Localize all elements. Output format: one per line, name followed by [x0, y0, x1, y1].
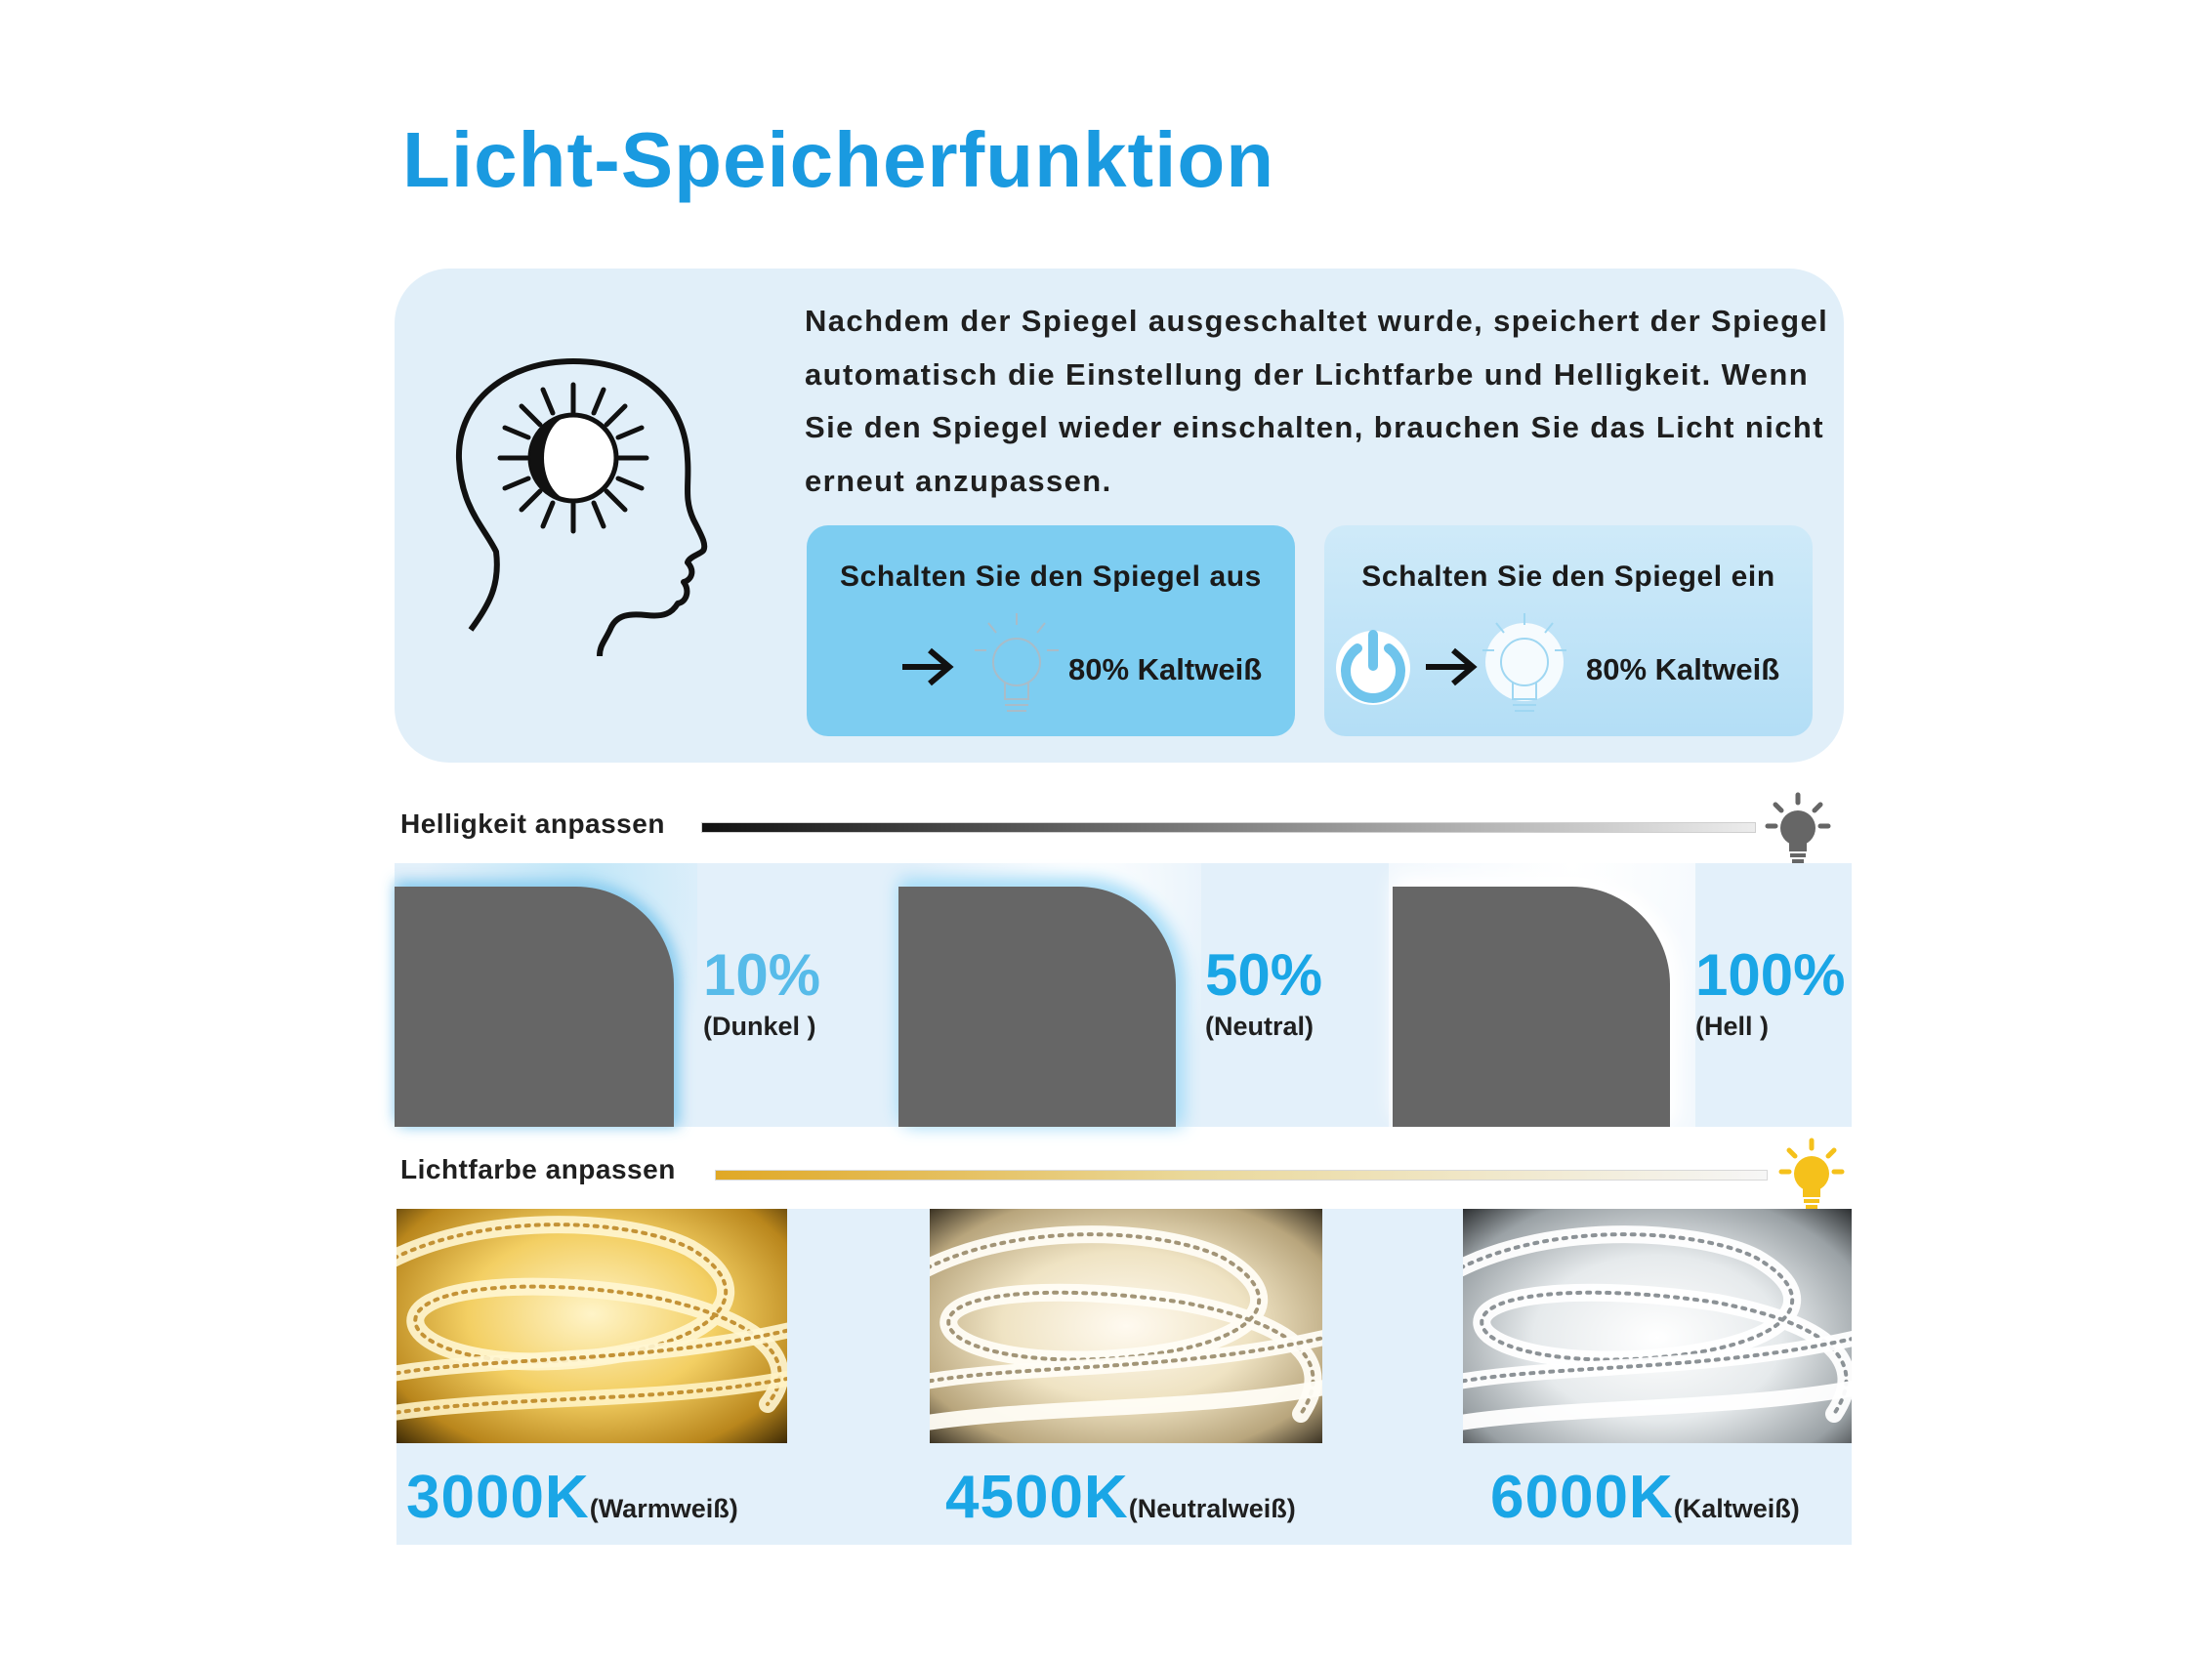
brightness-option [898, 863, 1201, 1127]
led-strip-cold-image [1463, 1209, 1852, 1443]
led-strip-warm-image [396, 1209, 787, 1443]
brightness-text-panel [1201, 863, 1389, 1127]
light-color-gradient-bar [715, 1170, 1768, 1181]
brightness-option [1389, 863, 1695, 1127]
stored-light-value: 80% Kaltweiß [1068, 652, 1263, 686]
color-temperature-neutral [945, 1463, 1296, 1532]
brightness-value: 50% [1205, 942, 1323, 1008]
temperature-value: 6000K [1490, 1464, 1674, 1531]
led-strip-neutral-image [930, 1209, 1322, 1443]
card-title: Schalten Sie den Spiegel ein [1361, 560, 1775, 593]
switch-off-card [807, 525, 1295, 736]
arrow-right-icon [898, 642, 957, 691]
temperature-value: 4500K [945, 1464, 1129, 1531]
temperature-value: 3000K [406, 1464, 590, 1531]
temperature-description: (Warmweiß) [589, 1494, 738, 1523]
description-text: Nachdem der Spiegel ausgeschaltet wurde, speichert der Spiegel automatisch die Einstellung der Lichtfarbe und Helligkeit. Wenn Sie den Spiegel wieder einschalten, brauchen Sie das Licht nicht erneut anzupassen. [805, 304, 1829, 498]
brightness-text-panel [697, 863, 898, 1127]
brightness-description: (Hell ) [1695, 1012, 1770, 1041]
temperature-description: (Neutralweiß) [1128, 1494, 1296, 1523]
arrow-right-icon [1422, 642, 1481, 691]
temperature-description: (Kaltweiß) [1673, 1494, 1800, 1523]
switch-on-card [1324, 525, 1813, 736]
brightness-description: (Neutral) [1205, 1012, 1315, 1041]
head-with-sun-moon-icon [451, 352, 715, 664]
brightness-label: Helligkeit anpassen [400, 808, 665, 839]
light-color-label: Lichtfarbe anpassen [400, 1154, 676, 1184]
brightness-option [395, 863, 697, 1127]
brightness-text-panel [1695, 863, 1852, 1127]
light-color-options-panel [396, 1209, 1852, 1545]
power-icon [1328, 621, 1418, 711]
brightness-value: 100% [1695, 942, 1846, 1008]
light-bulb-icon [973, 611, 1061, 728]
page-title: Licht-Speicherfunktion [402, 116, 1275, 203]
brightness-gradient-bar [701, 822, 1756, 833]
bulb-gray-icon [1764, 791, 1832, 865]
color-temperature-cold [1490, 1463, 1800, 1532]
bulb-yellow-icon [1777, 1137, 1846, 1211]
light-bulb-icon [1481, 611, 1568, 728]
color-temperature-warm [406, 1463, 738, 1532]
brightness-description: (Dunkel ) [703, 1012, 816, 1041]
restored-light-value: 80% Kaltweiß [1586, 652, 1780, 686]
card-title: Schalten Sie den Spiegel aus [840, 560, 1262, 593]
brightness-value: 10% [703, 942, 821, 1008]
